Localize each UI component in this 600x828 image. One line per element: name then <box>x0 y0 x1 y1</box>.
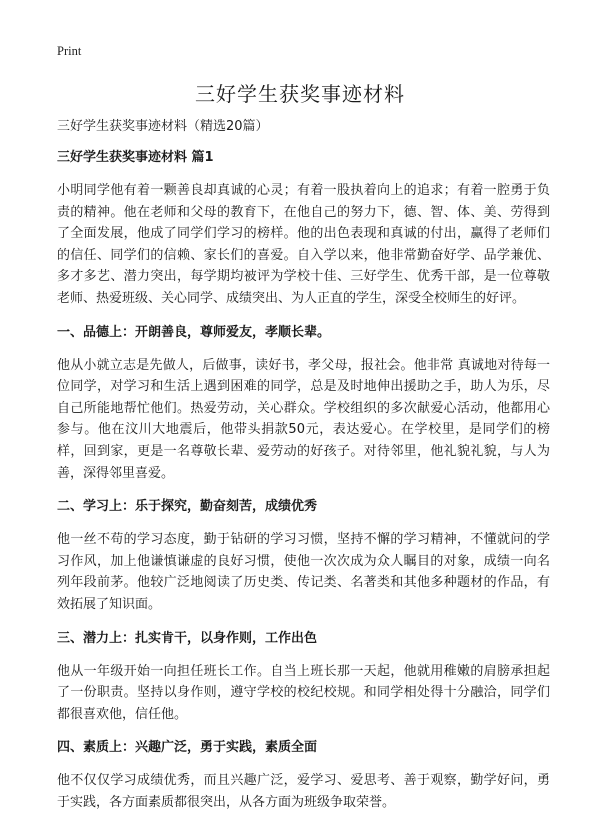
section-body-ability: 他从一年级开始一向担任班长工作。自当上班长那一天起，他就用稚嫩的肩膀承担起了一份职责。坚持以身作则，遵守学校的校纪校规。和同学相处得十分融洽，同学们都很喜欢他，信任他。 <box>57 663 550 722</box>
section-heading-morality: 一、品德上：开朗善良，尊师爱友，孝顺长辈。 <box>57 324 331 340</box>
document-subtitle: 三好学生获奖事迹材料（精选20篇） <box>57 119 269 134</box>
section-body-quality: 他不仅仅学习成绩优秀，而且兴趣广泛，爱学习、爱思考、善于观察，勤学好问，勇于实践，各方面素质都很突出，从各方面为班级争取荣誉。 <box>57 773 550 810</box>
intro-paragraph: 小明同学他有着一颗善良却真诚的心灵；有着一股执着向上的追求；有着一腔勇于负责的精神。他在老师和父母的教育下，在他自己的努力下，德、智、体、美、劳得到了全面发展，他成了同学们学习的榜样。他的出色表现和真诚的付出，赢得了老师们的信任、同学们的信赖、家长们的喜爱。自入学以来，他非常勤奋好学、品学兼优、多才多艺、潜力突出，每学期均被评为学校十佳、三好学生、优秀干部，是一位尊敬老师、热爱班级、关心同学、成绩突出、为人正直的学生，深受全校师生的好评。 <box>57 183 550 306</box>
section-heading-study: 二、学习上：乐于探究，勤奋刻苦，成绩优秀 <box>57 499 318 515</box>
section-heading-quality: 四、素质上：兴趣广泛，勇于实践，素质全面 <box>57 740 318 756</box>
section-body-study: 他一丝不苟的学习态度，勤于钻研的学习习惯，坚持不懈的学习精神，不懂就问的学习作风，加上他谦慎谦虚的良好习惯，使他一次次成为众人瞩目的对象，成绩一向名列年段前茅。他较广泛地阅读了历史类、传记类、名著类和其他多种题材的作品，有效拓展了知识面。 <box>57 532 550 612</box>
article-heading: 三好学生获奖事迹材料 篇1 <box>57 150 214 165</box>
print-link[interactable]: Print <box>57 44 82 58</box>
document-body <box>57 117 550 826</box>
section-body-morality: 他从小就立志是先做人，后做事，读好书，孝父母，报社会。他非常 真诚地对待每一位同学，对学习和生活上遇到困难的同学，总是及时地伸出援助之手，助人为乐，尽自己所能地帮忙他们。热爱劳动，关心群众。学校组织的多次献爱心活动，他都用心参与。他在汶川大地震后，他带头捐款50元，表达爱心。在学校里，是同学们的榜样，回到家，更是一名尊敬长辈、爱劳动的好孩子。对待邻里，他礼貌礼貌，与人为善，深得邻里喜爱。 <box>57 357 550 481</box>
section-heading-ability: 三、潜力上：扎实肯干，以身作则，工作出色 <box>57 630 318 646</box>
document-title: 三好学生获奖事迹材料 <box>195 82 405 106</box>
